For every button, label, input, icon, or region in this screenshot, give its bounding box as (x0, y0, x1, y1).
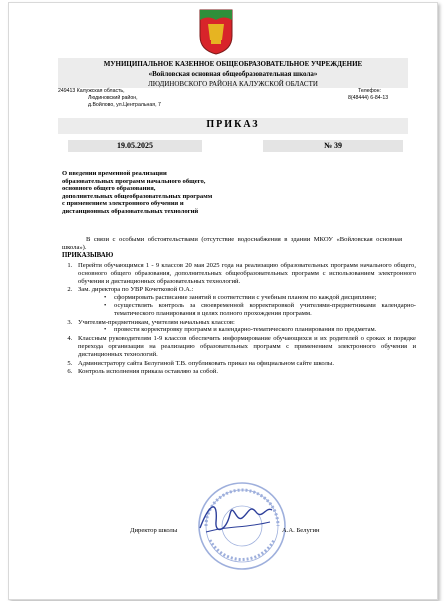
subject-line: основного общего образования, (62, 185, 156, 193)
order-items (62, 262, 416, 377)
sub-item-text: осуществлять контроль за своевременной корректировкой учителями-предметниками календарно-тематического планирования в целях полного прохождения программ. (114, 301, 416, 317)
address-block (58, 88, 161, 109)
sub-list (78, 326, 416, 334)
sub-item (104, 294, 416, 302)
sub-list (78, 294, 416, 317)
order-item-text: Зам. директора по УВР Кочетковой О.А.: (78, 286, 194, 294)
sub-item-text: провести корректировку программ и календарно-тематического планирования по предметам. (114, 326, 377, 334)
order-item (74, 368, 416, 376)
order-item-text: Перейти обучающимся 1 - 9 классов 20 мая 2025 года на реализацию образовательных программ начального общего, основного общего образования, дополнительных общеобразовательных программ с использованием электронного обучения и дистанционных образовательных технологий. (78, 262, 416, 285)
order-item-text: Администратору сайта Белугиной Т.В. опубликовать приказ на официальном сайте школы. (78, 359, 334, 367)
subject-line: с применением электронного обучения и (62, 200, 184, 208)
decree-heading: ПРИКАЗЫВАЮ (62, 252, 114, 259)
subject-line: образовательных программ начального общего, (62, 177, 206, 185)
sub-item (104, 326, 416, 334)
sub-item (104, 302, 416, 318)
address-line: Людиновский район, (88, 95, 138, 101)
signer-name: А.А. Белугин (282, 527, 320, 534)
order-item-text: Контроль исполнения приказа оставляю за собой. (78, 368, 218, 376)
subject-line: дистанционных образовательных технологий (62, 207, 199, 215)
address-line: 249413 Калужская область, (58, 88, 125, 94)
organization-name-line2: «Войловская основная общеобразовательная школа» (148, 70, 318, 78)
organization-name-line1: МУНИЦИПАЛЬНОЕ КАЗЕННОЕ ОБЩЕОБРАЗОВАТЕЛЬНОЕ УЧРЕЖДЕНИЕ (103, 60, 363, 68)
order-item (74, 360, 416, 368)
document-subject (62, 170, 262, 216)
order-item (74, 286, 416, 317)
coat-of-arms-icon (196, 6, 236, 56)
phone-block (348, 88, 388, 102)
preamble-text: В связи с особыми обстоятельствами (отсутствие водоснабжения в здании МКОУ «Войловская основная школа»). (62, 236, 402, 251)
order-item (74, 262, 416, 285)
document-title: ПРИКАЗ (206, 119, 260, 130)
order-item-text: Классным руководителям 1-9 классов обеспечить информирование обучающихся и их родителей о сроках и порядке перехода организации на реализацию образовательных программ с применением электронного обучения и дистанционных технологий. (78, 335, 416, 358)
subject-line: О введении временной реализации (62, 170, 167, 177)
phone-value: 8(48444) 6-84-13 (348, 95, 389, 101)
bullet-icon: • (104, 301, 107, 309)
organization-name-line3: ЛЮДИНОВСКОГО РАЙОНА КАЛУЖСКОЙ ОБЛАСТИ (148, 80, 318, 88)
sub-item-text: сформировать расписание занятий в соответствии с учебным планом по каждой дисциплине; (114, 294, 377, 302)
bullet-icon: • (104, 326, 107, 334)
address-line: д.Войлово, ул.Центральная, 7 (88, 102, 161, 108)
subject-line: дополнительных общеобразовательных программ (62, 192, 213, 200)
document-number: № 39 (263, 140, 403, 152)
document-date: 19.05.2025 (68, 140, 202, 152)
order-item (74, 335, 416, 358)
order-item-text: Учителям-предметникам, учителям начальных классов: (78, 318, 235, 326)
bullet-icon: • (104, 294, 107, 302)
order-item (74, 319, 416, 335)
phone-label: Телефон: (358, 88, 381, 94)
signature-icon (196, 492, 276, 540)
signer-title: Директор школы (130, 527, 178, 534)
